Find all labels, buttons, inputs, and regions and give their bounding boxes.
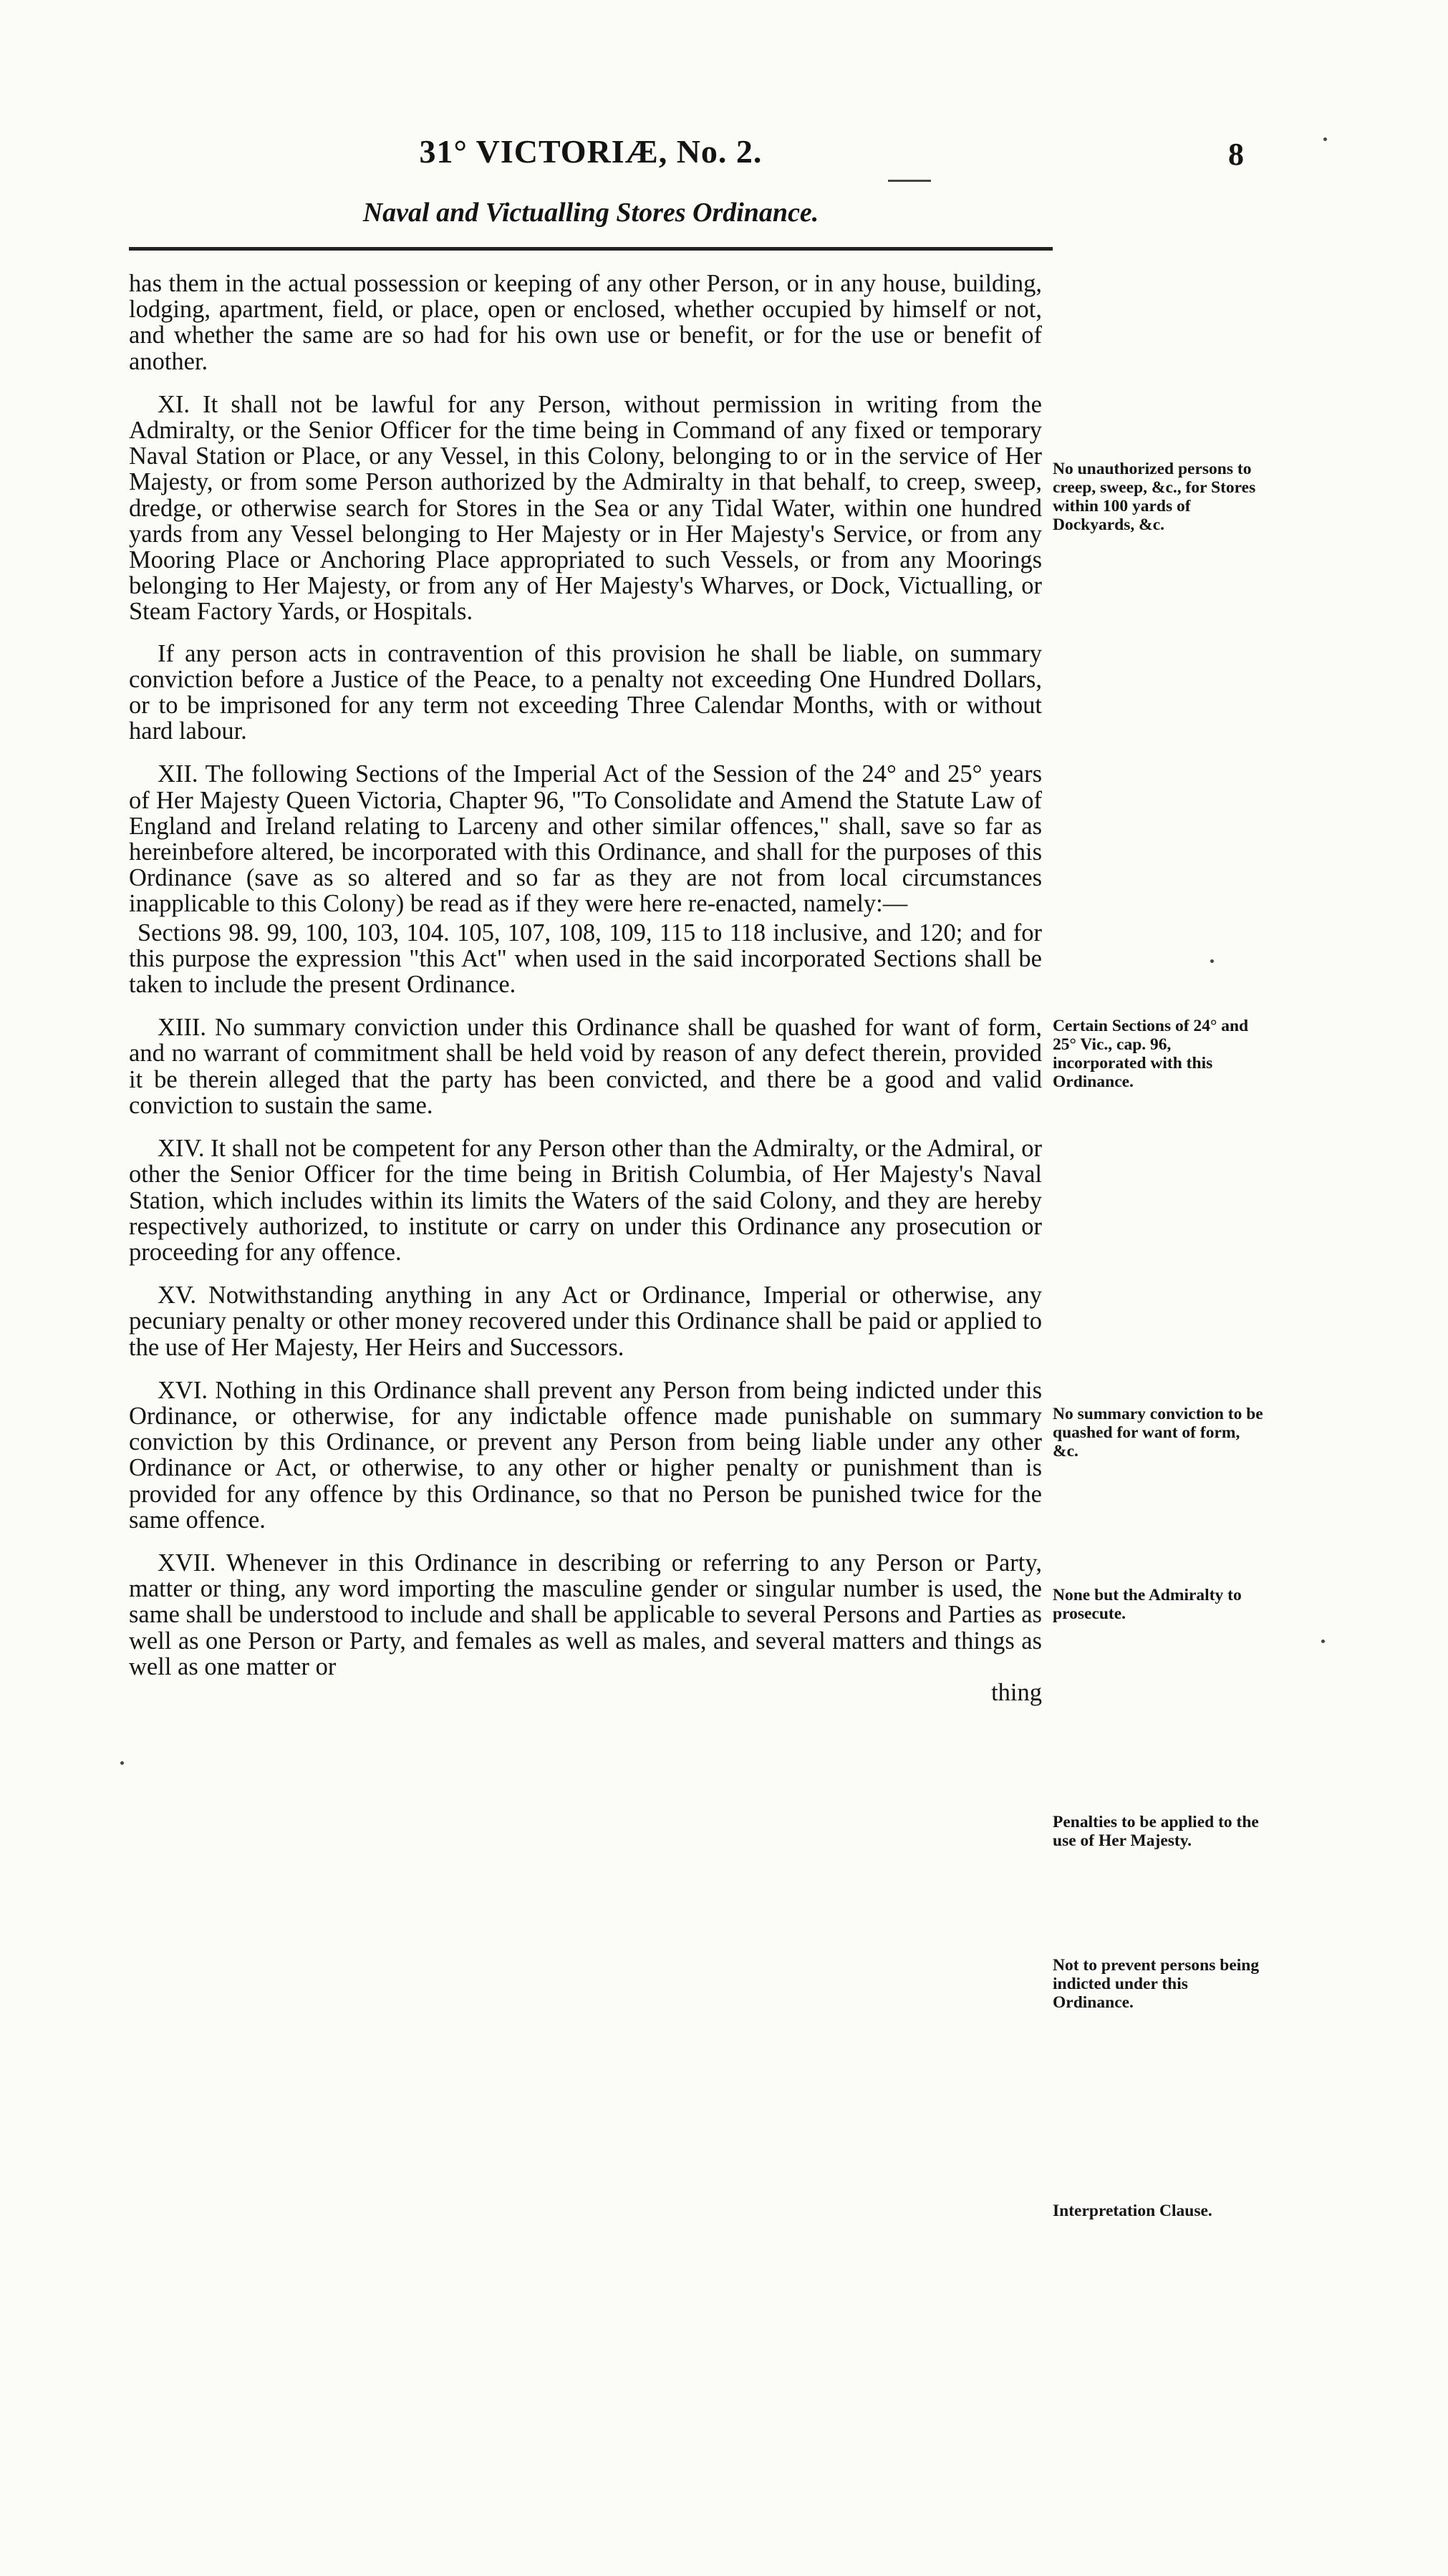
marginal-note-no-quashing: No summary conviction to be quashed for want of form, &c. bbox=[1053, 1405, 1263, 1461]
section-xvi: XVI. Nothing in this Ordinance shall prevent any Person from being indicted under this Ordinance, or otherwise, for any indictable offence made punishable on summary conviction by this Ordinance, or prevent any Person from being liable under any other Ordinance or Act, or otherwise, to any other or higher penalty or punishment than is provided for any offence by this Ordinance, so that no Person be punished twice for the same offence. bbox=[129, 1376, 1042, 1534]
section-xii: XII. The following Sections of the Imperial Act of the Session of the 24° and 25° years of Her Majesty Queen Victoria, Chapter 96, "To Consolidate and Amend the Statute Law of England and Ireland relating to Larceny and other similar offences," shall, save so far as hereinbefore altered, be incorporated with this Ordinance, and shall for the purposes of this Ordinance (save as so altered and so far as they are not from local circumstances inapplicable to this Colony) be read as if they were here re-enacted, namely:— bbox=[129, 760, 1042, 918]
body-text bbox=[129, 271, 1042, 1705]
marginal-note-incorporated-sections: Certain Sections of 24° and 25° Vic., cap. 96, incorporated with this Ordinance. bbox=[1053, 1017, 1249, 1091]
print-speck bbox=[1323, 137, 1327, 141]
marginal-note-unauthorized-creeping: No unauthorized persons to creep, sweep, &c., for Stores within 100 yards of Dockyards, &c. bbox=[1053, 460, 1256, 534]
running-head-title: 31° VICTORIÆ, No. 2. bbox=[419, 133, 763, 170]
ordinance-subtitle: Naval and Victualling Stores Ordinance. bbox=[362, 198, 819, 228]
section-xii-list: Sections 98. 99, 100, 103, 104. 105, 107, 108, 109, 115 to 118 inclusive, and 120; and for this purpose the expression "this Act" when used in the said incorporated Sections shall be taken to include the present Ordinance. bbox=[129, 919, 1042, 999]
header-rule bbox=[129, 247, 1053, 251]
print-mark bbox=[888, 180, 931, 182]
paragraph-continuation: has them in the actual possession or keeping of any other Person, or in any house, building, lodging, apartment, field, or place, open or enclosed, whether occupied by himself or not, and whether the same are so had for his own use or benefit, or for the use or benefit of another. bbox=[129, 270, 1042, 375]
marginal-note-interpretation: Interpretation Clause. bbox=[1053, 2202, 1212, 2220]
section-xiv: XIV. It shall not be competent for any Person other than the Admiralty, or the Admiral, or other the Senior Officer for the time being in British Columbia, of Her Majesty's Naval Station, which includes within its limits the Waters of the said Colony, and they are hereby respectively authorized, to institute or carry on under this Ordinance any prosecution or proceeding for any offence. bbox=[129, 1135, 1042, 1266]
print-speck bbox=[1321, 1640, 1325, 1643]
marginal-note-admiralty-prosecute: None but the Admiralty to prosecute. bbox=[1053, 1586, 1242, 1623]
marginal-note-indictment: Not to prevent persons being indicted under this Ordinance. bbox=[1053, 1956, 1260, 2012]
marginal-note-penalties: Penalties to be applied to the use of Her Majesty. bbox=[1053, 1813, 1259, 1850]
section-xiii: XIII. No summary conviction under this Ordinance shall be quashed for want of form, and no warrant of commitment shall be held void by reason of any defect therein, provided it be therein alleged that the party has been convicted, and there be a good and valid conviction to sustain the same. bbox=[129, 1014, 1042, 1119]
print-speck bbox=[1210, 959, 1214, 963]
catchword: thing bbox=[991, 1678, 1042, 1706]
section-xi: XI. It shall not be lawful for any Person, without permission in writing from the Admiralty, or the Senior Officer for the time being in Command of any fixed or temporary Naval Station or Place, or any Vessel, in this Colony, belonging to or in the service of Her Majesty, or from some Person authorized by the Admiralty in that behalf, to creep, sweep, dredge, or otherwise search for Stores in the Sea or any Tidal Water, within one hundred yards from any Vessel belonging to Her Majesty or in Her Majesty's Service, or from any Mooring Place or Anchoring Place appropriated to such Vessels, or from any Moorings belonging to Her Majesty, or from any of Her Majesty's Wharves, or Dock, Victualling, or Steam Factory Yards, or Hospitals. bbox=[129, 390, 1042, 626]
print-speck bbox=[120, 1761, 124, 1765]
section-xv: XV. Notwithstanding anything in any Act or Ordinance, Imperial or otherwise, any pecuniary penalty or other money recovered under this Ordinance shall be paid or applied to the use of Her Majesty, Her Heirs and Successors. bbox=[129, 1282, 1042, 1361]
section-xi-penalty: If any person acts in contravention of this provision he shall be liable, on summary conviction before a Justice of the Peace, to a penalty not exceeding One Hundred Dollars, or to be imprisoned for any term not exceeding Three Calendar Months, with or without hard labour. bbox=[129, 639, 1042, 745]
page-number: 8 bbox=[1228, 137, 1244, 172]
section-xvii: XVII. Whenever in this Ordinance in describing or referring to any Person or Party, matter or thing, any word importing the masculine gender or singular number is used, the same shall be understood to include and shall be applicable to several Persons and Parties as well as one Person or Party, and females as well as males, and several matters and things as well as one matter or bbox=[129, 1549, 1042, 1680]
